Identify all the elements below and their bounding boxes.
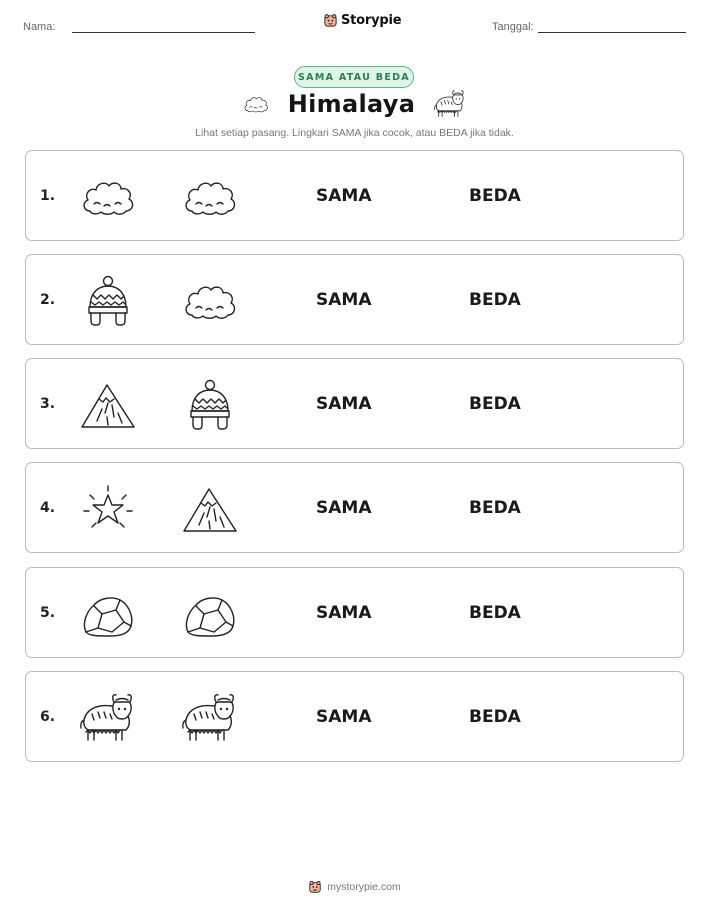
same-option[interactable]: SAMA xyxy=(316,290,372,310)
row-number: 4. xyxy=(40,500,56,516)
same-option[interactable]: SAMA xyxy=(316,186,372,206)
mountain-icon xyxy=(78,379,138,431)
storypie-logo-icon xyxy=(323,13,338,28)
footer-url[interactable]: mystorypie.com xyxy=(327,881,401,893)
activity-badge: SAMA ATAU BEDA xyxy=(294,66,414,88)
different-option[interactable]: BEDA xyxy=(469,394,521,414)
page-title: Himalaya xyxy=(287,90,416,118)
different-option[interactable]: BEDA xyxy=(469,186,521,206)
rock-icon xyxy=(78,588,138,640)
same-option[interactable]: SAMA xyxy=(316,394,372,414)
date-input-line[interactable] xyxy=(538,32,686,33)
instructions: Lihat setiap pasang. Lingkari SAMA jika cocok, atau BEDA jika tidak. xyxy=(195,127,514,139)
title-row xyxy=(0,89,709,119)
cloud-icon xyxy=(242,92,270,116)
row-number: 6. xyxy=(40,709,56,725)
cloud-icon xyxy=(78,171,138,223)
same-option[interactable]: SAMA xyxy=(316,498,372,518)
exercise-row-4 xyxy=(25,462,684,553)
cloud-icon xyxy=(180,275,240,327)
name-label: Nama: xyxy=(23,21,56,33)
different-option[interactable]: BEDA xyxy=(469,603,521,623)
brand xyxy=(323,13,401,28)
rock-icon xyxy=(180,588,240,640)
exercise-row-1 xyxy=(25,150,684,241)
different-option[interactable]: BEDA xyxy=(469,498,521,518)
storypie-logo-icon xyxy=(308,880,322,894)
row-number: 5. xyxy=(40,605,56,621)
footer xyxy=(0,880,709,894)
beanie-hat-icon xyxy=(78,275,138,327)
same-option[interactable]: SAMA xyxy=(316,707,372,727)
row-number: 3. xyxy=(40,396,56,412)
same-option[interactable]: SAMA xyxy=(316,603,372,623)
row-number: 1. xyxy=(40,188,56,204)
yak-icon xyxy=(78,692,138,744)
exercise-row-5 xyxy=(25,567,684,658)
brand-name: Storypie xyxy=(341,13,402,28)
yak-icon xyxy=(180,692,240,744)
cloud-icon xyxy=(180,171,240,223)
star-icon xyxy=(78,483,138,535)
different-option[interactable]: BEDA xyxy=(469,707,521,727)
exercise-row-2 xyxy=(25,254,684,345)
date-label: Tanggal: xyxy=(492,21,534,33)
exercise-row-3 xyxy=(25,358,684,449)
different-option[interactable]: BEDA xyxy=(469,290,521,310)
yak-icon xyxy=(433,89,467,119)
exercise-row-6 xyxy=(25,671,684,762)
row-number: 2. xyxy=(40,292,56,308)
beanie-hat-icon xyxy=(180,379,240,431)
name-input-line[interactable] xyxy=(72,32,255,33)
mountain-icon xyxy=(180,483,240,535)
